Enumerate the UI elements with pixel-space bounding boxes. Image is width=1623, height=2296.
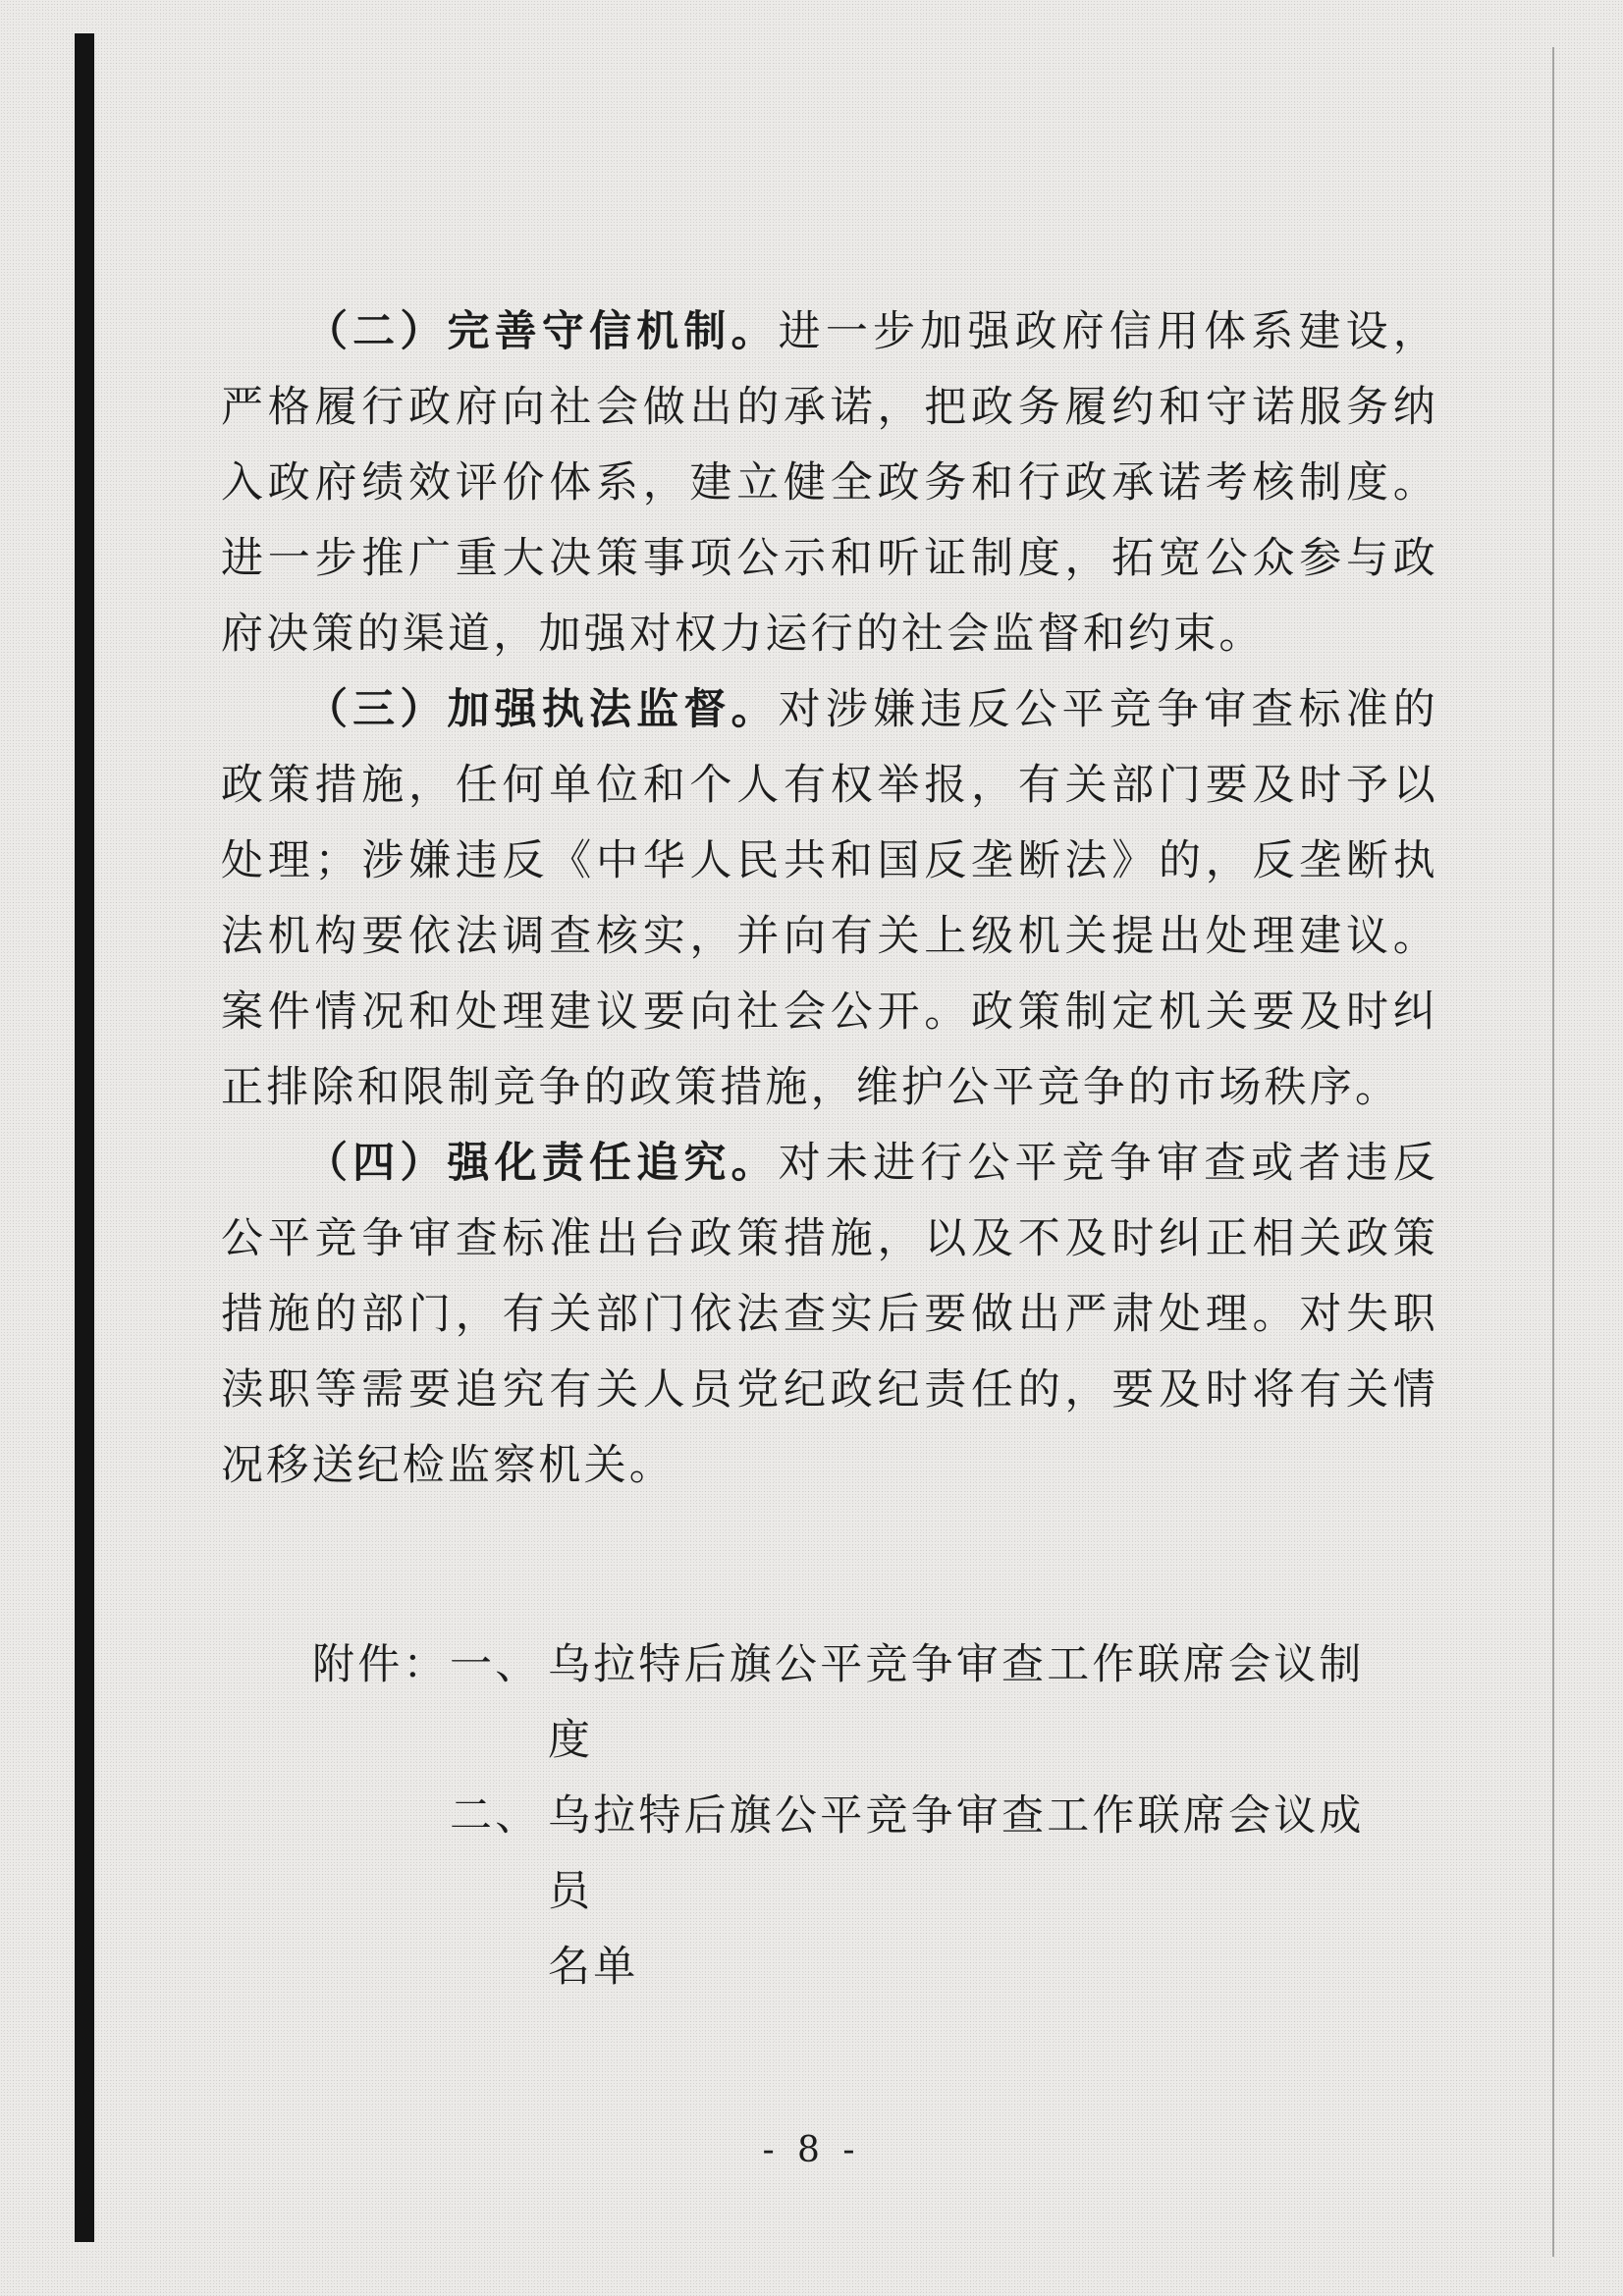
attachment-title: 乌拉特后旗公平竞争审查工作联席会议成员: [548, 1791, 1365, 1916]
paragraph-section-4: [221, 1126, 1438, 1504]
attachment-item-2: [312, 1779, 1392, 1930]
section-body: 对涉嫌违反公平竞争审查标准的政策措施，任何单位和个人有权举报，有关部门要及时予以处理；涉嫌违反《中华人民共和国反垄断法》的，反垄断执法机构要依法调查核实，并向有关上级机关提出处理建议。案件情况和处理建议要向社会公开。政策制定机关要及时纠正排除和限制竞争的政策措施，维护公平竞争的市场秩序。: [221, 685, 1438, 1112]
document-body: [221, 294, 1438, 1504]
section-heading: （三）加强执法监督。: [305, 685, 779, 734]
attachment-number: 一、: [450, 1640, 541, 1689]
attachments-list: [312, 1628, 1392, 2005]
attachment-item-1: [312, 1628, 1392, 1779]
attachment-item-2-continuation: [312, 1930, 1392, 2005]
attachment-number: 二、: [450, 1791, 541, 1841]
attachment-title: 乌拉特后旗公平竞争审查工作联席会议制度: [548, 1640, 1365, 1765]
page-number: - 8 -: [762, 2130, 861, 2170]
section-heading: （四）强化责任追究。: [305, 1139, 779, 1188]
attachments-label: 附件：: [312, 1640, 449, 1689]
paragraph-section-3: [221, 672, 1438, 1126]
paragraph-section-2: [221, 294, 1438, 672]
section-body: 对未进行公平竞争审查或者违反公平竞争审查标准出台政策措施，以及不及时纠正相关政策措施的部门，有关部门依法查实后要做出严肃处理。对失职渎职等需要追究有关人员党纪政纪责任的，要及时将有关情况移送纪检监察机关。: [221, 1139, 1438, 1490]
section-body: 进一步加强政府信用体系建设，严格履行政府向社会做出的承诺，把政务履约和守诺服务纳入政府绩效评价体系，建立健全政务和行政承诺考核制度。进一步推广重大决策事项公示和听证制度，拓宽公众参与政府决策的渠道，加强对权力运行的社会监督和约束。: [221, 307, 1438, 659]
attachment-title-continuation: 名单: [548, 1943, 639, 1992]
section-heading: （二）完善守信机制。: [305, 307, 779, 356]
scan-edge: [75, 33, 94, 2242]
